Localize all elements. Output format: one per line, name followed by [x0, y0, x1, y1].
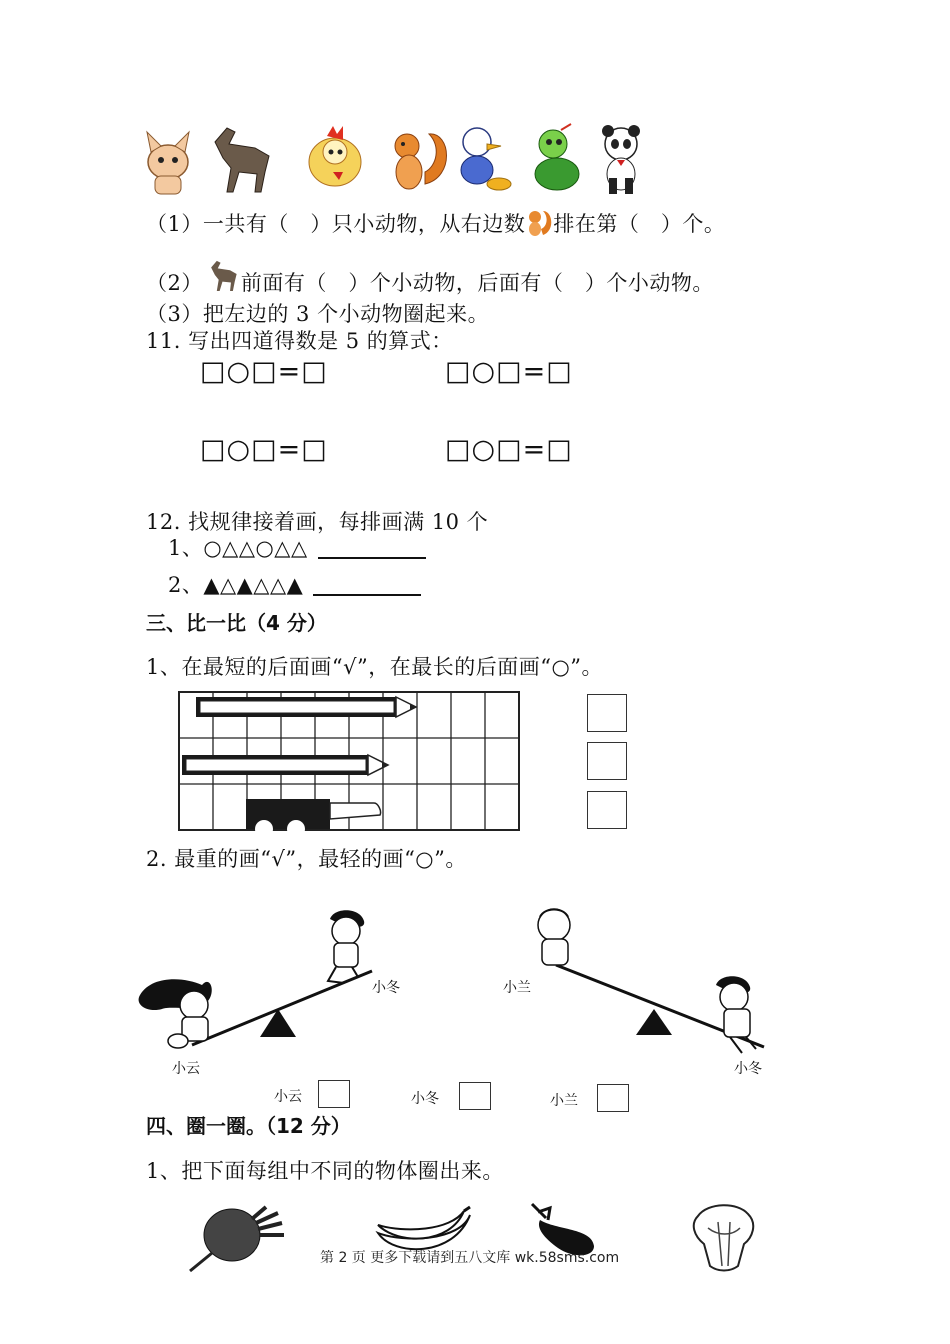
girl-figure: [538, 909, 570, 965]
squirrel-icon: [525, 207, 553, 237]
label-lan: 小兰: [503, 980, 531, 996]
label-lan: 小兰: [550, 1093, 578, 1109]
equation-template[interactable]: □○□=□: [445, 434, 573, 465]
answer-box[interactable]: [597, 1084, 629, 1112]
q10-line1-a: （1）一共有（ ）只小动物，从右边数: [146, 212, 526, 236]
q10-line1: [146, 207, 725, 238]
answer-line[interactable]: [318, 557, 426, 559]
turtle-icon: [535, 124, 579, 190]
panda-icon: [602, 125, 640, 194]
q10-line1-b: 排在第（ ）个。: [553, 212, 726, 236]
pencil-long: [196, 697, 416, 717]
duck-icon: [461, 128, 511, 190]
boy-figure: [328, 910, 364, 983]
answer-box[interactable]: [587, 742, 627, 780]
pattern-row2: 2、▲△▲△△▲: [168, 573, 304, 597]
q10-line3: （3）把左边的 3 个小动物圈起来。: [146, 302, 490, 326]
page-footer: 第 2 页 更多下载请到五八文库 wk.58sms.com: [320, 1250, 620, 1266]
horse-icon: [215, 128, 269, 192]
section3-q2: 2. 最重的画“√”，最轻的画“○”。: [146, 847, 467, 871]
equation-template[interactable]: □○□=□: [200, 356, 328, 387]
q12-row1: [168, 532, 426, 562]
section3-q1: 1、在最短的后面画“√”，在最长的后面画“○”。: [146, 655, 604, 679]
answer-box[interactable]: [318, 1080, 350, 1108]
equation-template[interactable]: □○□=□: [200, 434, 328, 465]
answer-box[interactable]: [587, 791, 627, 829]
q12-row2: [168, 569, 421, 599]
cat-icon: [147, 132, 189, 194]
rooster-icon: [309, 126, 361, 186]
q11-title: 11. 写出四道得数是 5 的算式：: [146, 329, 453, 353]
label-dong: 小冬: [372, 980, 400, 996]
animals-row: [135, 122, 655, 197]
label-dong: 小冬: [411, 1091, 439, 1107]
answer-box[interactable]: [587, 694, 627, 732]
answer-line[interactable]: [313, 594, 421, 596]
label-yun: 小云: [274, 1089, 302, 1105]
horse-icon: [203, 258, 241, 292]
beet-icon: [186, 1205, 286, 1275]
label-yun: 小云: [172, 1061, 200, 1077]
section3-heading: 三、比一比（4 分）: [146, 611, 327, 635]
cabbage-icon: [688, 1202, 760, 1272]
answer-box[interactable]: [459, 1082, 491, 1110]
label-dong: 小冬: [734, 1061, 762, 1077]
pencil-grid: [178, 691, 522, 833]
seesaw-right: [520, 905, 790, 1065]
squirrel-icon: [395, 134, 447, 189]
pencil-medium: [182, 755, 388, 775]
q12-title: 12. 找规律接着画，每排画满 10 个: [146, 510, 489, 534]
q10-line2: [146, 258, 714, 297]
section4-q1: 1、把下面每组中不同的物体圈出来。: [146, 1159, 504, 1183]
q10-line2-b: 前面有（ ）个小动物，后面有（ ）个小动物。: [240, 271, 714, 295]
pattern-row1: 1、○△△○△△: [168, 536, 308, 560]
girl-figure: [139, 979, 212, 1048]
section4-heading: 四、圈一圈。（12 分）: [146, 1114, 351, 1138]
equation-template[interactable]: □○□=□: [445, 356, 573, 387]
boy-figure: [716, 976, 756, 1053]
q10-line2-a: （2）: [146, 271, 203, 295]
